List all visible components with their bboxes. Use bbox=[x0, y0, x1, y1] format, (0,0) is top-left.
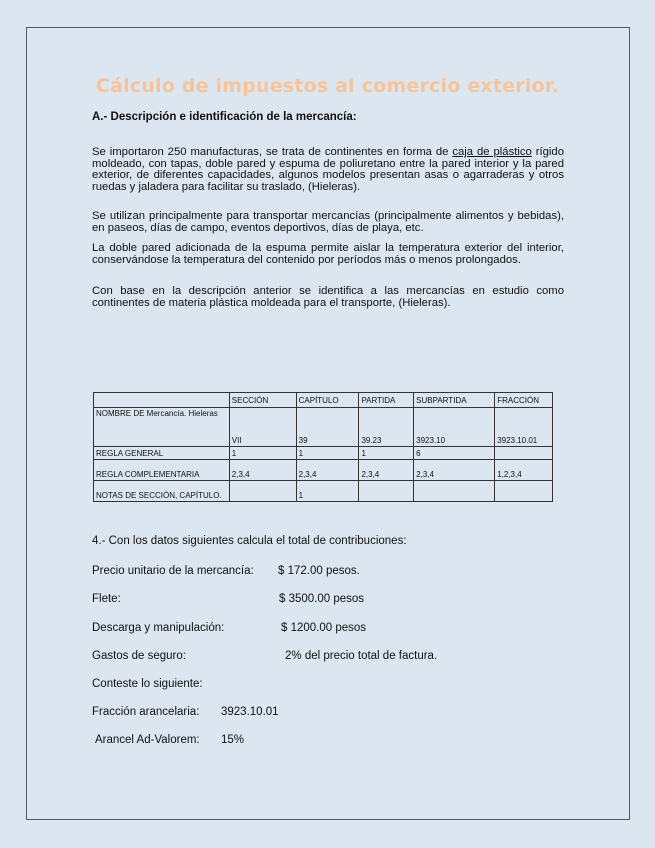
table-cell: 2,3,4 bbox=[229, 460, 296, 481]
table-cell: 1 bbox=[359, 447, 414, 460]
flete-label: Flete: bbox=[92, 593, 121, 605]
table-cell: 1,2,3,4 bbox=[495, 460, 553, 481]
p1-text-end: rígido moldeado, con tapas, doble pared y espuma de poliuretano entre la pared interior y la pared exterior, de diferentes capacidades, algunos modelos presentan asas o agarraderas y otros ruedas y jaladera para facilitar su traslado, (Hieleras). bbox=[92, 146, 564, 193]
table-cell: 3923.10.01 bbox=[495, 408, 553, 447]
classification-table bbox=[93, 392, 553, 502]
table-cell: 39 bbox=[296, 408, 359, 447]
descarga-value: $ 1200.00 pesos bbox=[281, 622, 367, 634]
precio-value: $ 172.00 pesos. bbox=[278, 565, 360, 577]
description-paragraph-4: Con base en la descripción anterior se identifica a las mercancías en estudio como continentes de materia plástica moldeada para el transporte, (Hieleras). bbox=[92, 285, 564, 309]
table-header-cell: SUBPARTIDA bbox=[414, 393, 495, 408]
table-cell: 1 bbox=[296, 481, 359, 502]
table-header-cell: SECCIÓN bbox=[229, 393, 296, 408]
table-header-cell: FRACCIÓN bbox=[495, 393, 553, 408]
table-row bbox=[94, 408, 553, 447]
description-paragraph-2: Se utilizan principalmente para transportar mercancías (principalmente alimentos y bebidas), en paseos, días de campo, eventos deportivos, días de playa, etc. bbox=[92, 210, 564, 234]
fraccion-value: 3923.10.01 bbox=[221, 706, 279, 718]
p1-underlined-text: caja de plástico bbox=[452, 146, 532, 158]
table-header-row bbox=[94, 393, 553, 408]
table-cell bbox=[359, 481, 414, 502]
table-cell: 3923.10 bbox=[414, 408, 495, 447]
table-cell: 1 bbox=[296, 447, 359, 460]
table-cell: 2,3,4 bbox=[359, 460, 414, 481]
table-cell bbox=[229, 481, 296, 502]
table-cell: 2,3,4 bbox=[296, 460, 359, 481]
table-cell: VII bbox=[229, 408, 296, 447]
flete-value: $ 3500.00 pesos bbox=[279, 593, 365, 605]
section-a-heading: A.- Descripción e identificación de la mercancía: bbox=[92, 111, 357, 123]
table-row bbox=[94, 460, 553, 481]
question-heading: 4.- Con los datos siguientes calcula el total de contribuciones: bbox=[92, 535, 407, 547]
table-header-cell: PARTIDA bbox=[359, 393, 414, 408]
table-cell: 2,3,4 bbox=[414, 460, 495, 481]
seguro-label: Gastos de seguro: bbox=[92, 650, 186, 662]
table-row bbox=[94, 481, 553, 502]
table-cell: 6 bbox=[414, 447, 495, 460]
table-cell: REGLA COMPLEMENTARIA bbox=[94, 460, 230, 481]
description-paragraph-3: La doble pared adicionada de la espuma permite aislar la temperatura exterior del interior, conservándose la temperatura del contenido por períodos más o menos prolongados. bbox=[92, 242, 564, 266]
table-header-cell bbox=[94, 393, 230, 408]
p1-text-start: Se importaron 250 manufacturas, se trata de continentes en forma de bbox=[92, 146, 453, 158]
seguro-value: 2% del precio total de factura. bbox=[285, 650, 438, 662]
table-cell: 1 bbox=[229, 447, 296, 460]
precio-label: Precio unitario de la mercancía: bbox=[92, 565, 254, 577]
fraccion-label: Fracción arancelaria: bbox=[92, 706, 200, 718]
document-title: Cálculo de impuestos al comercio exterior. bbox=[95, 75, 560, 97]
conteste-label: Conteste lo siguiente: bbox=[92, 678, 203, 690]
table-cell: REGLA GENERAL bbox=[94, 447, 230, 460]
table-cell: NOTAS DE SECCIÓN, CAPÍTULO. bbox=[94, 481, 230, 502]
table-header-cell: CAPÍTULO bbox=[296, 393, 359, 408]
table-cell bbox=[414, 481, 495, 502]
table-row bbox=[94, 447, 553, 460]
table-cell bbox=[495, 481, 553, 502]
descarga-label: Descarga y manipulación: bbox=[92, 622, 225, 634]
arancel-label: Arancel Ad-Valorem: bbox=[95, 734, 200, 746]
arancel-value: 15% bbox=[221, 734, 245, 746]
table-cell bbox=[495, 447, 553, 460]
table-cell: NOMBRE DE Mercancía. Hieleras bbox=[94, 408, 230, 447]
table-cell: 39.23 bbox=[359, 408, 414, 447]
description-paragraph-1 bbox=[92, 147, 564, 193]
